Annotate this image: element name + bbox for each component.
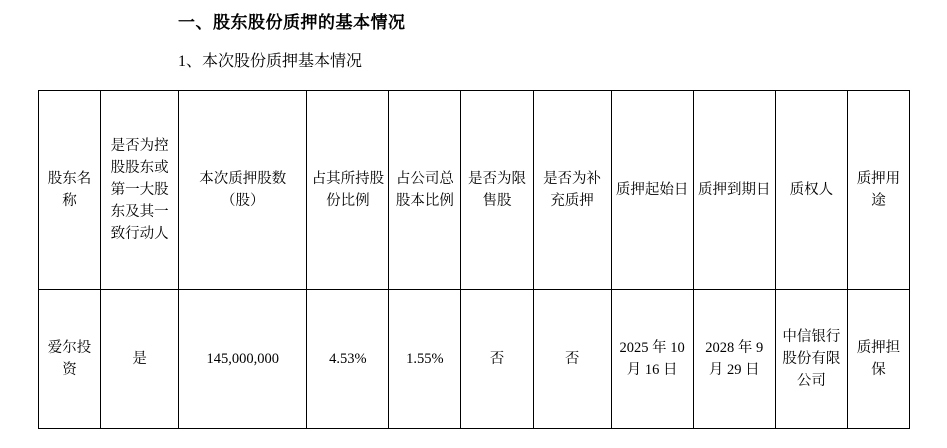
cell-pledged-shares: 145,000,000	[179, 290, 307, 429]
cell-pledgee: 中信银行股份有限公司	[775, 290, 847, 429]
column-header-is-supplementary-pledge: 是否为补充质押	[533, 91, 611, 290]
document-page	[0, 10, 947, 448]
section-subtitle: 1、本次股份质押基本情况	[178, 53, 363, 70]
column-header-pledgee: 质权人	[775, 91, 847, 290]
share-pledge-table	[38, 90, 910, 429]
cell-ratio-of-total-capital: 1.55%	[389, 290, 461, 429]
cell-is-restricted-share: 否	[461, 290, 533, 429]
cell-pledge-end-date: 2028 年 9 月 29 日	[693, 290, 775, 429]
cell-is-controlling-shareholder: 是	[101, 290, 179, 429]
column-header-pledge-purpose: 质押用途	[847, 91, 909, 290]
column-header-is-controlling-shareholder: 是否为控股股东或第一大股东及其一致行动人	[101, 91, 179, 290]
table-header-row	[39, 91, 910, 290]
column-header-pledge-start-date: 质押起始日	[611, 91, 693, 290]
column-header-pledge-end-date: 质押到期日	[693, 91, 775, 290]
column-header-ratio-of-held-shares: 占其所持股份比例	[307, 91, 389, 290]
cell-shareholder-name: 爱尔投资	[39, 290, 101, 429]
cell-is-supplementary-pledge: 否	[533, 290, 611, 429]
column-header-is-restricted-share: 是否为限售股	[461, 91, 533, 290]
column-header-shareholder-name: 股东名称	[39, 91, 101, 290]
cell-pledge-start-date: 2025 年 10 月 16 日	[611, 290, 693, 429]
column-header-ratio-of-total-capital: 占公司总股本比例	[389, 91, 461, 290]
cell-pledge-purpose: 质押担保	[847, 290, 909, 429]
column-header-pledged-shares: 本次质押股数（股）	[179, 91, 307, 290]
page-title: 一、股东股份质押的基本情况	[178, 13, 406, 32]
cell-ratio-of-held-shares: 4.53%	[307, 290, 389, 429]
table-row	[39, 290, 910, 429]
